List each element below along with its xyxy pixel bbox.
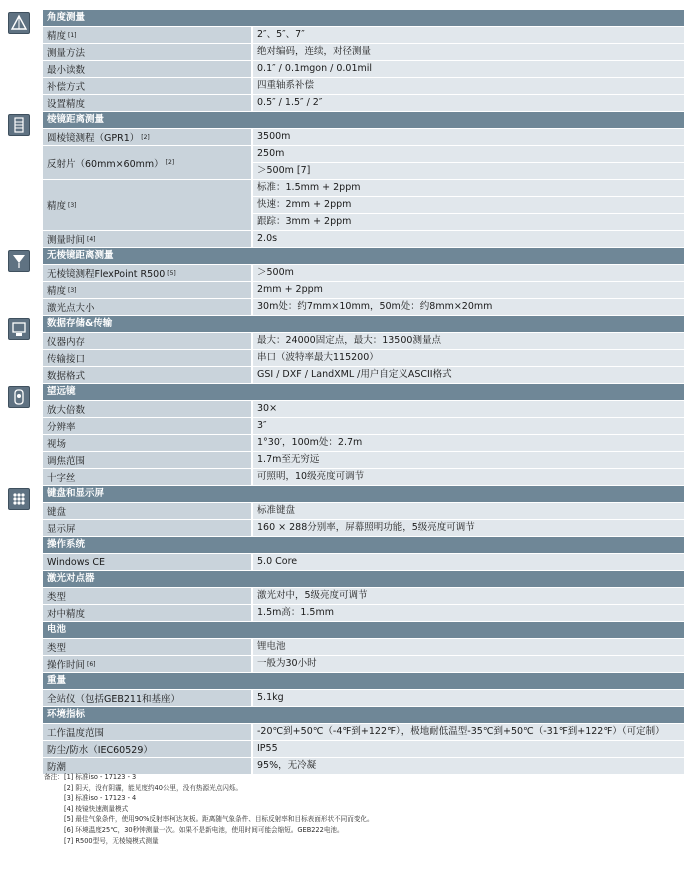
data-storage-icon: [8, 318, 30, 340]
footnote-text: [2] 阴天，没有阴霾，能见度约40公里，没有热源光点闪烁。: [64, 783, 243, 792]
spec-value: 5.1kg: [253, 690, 684, 706]
spec-value: 可照明，10级亮度可调节: [253, 469, 684, 485]
spec-label-text: 测量时间: [47, 235, 86, 246]
spec-value: 160 × 288分别率，屏幕照明功能，5级亮度可调节: [253, 520, 684, 536]
spec-table: [43, 10, 684, 775]
spec-label: [43, 435, 253, 451]
spec-label: [43, 180, 253, 230]
spec-row: [43, 401, 684, 418]
spec-value: 激光对中，5级亮度可调节: [253, 588, 684, 604]
spec-values: [253, 605, 684, 621]
section-header: 环境指标: [43, 707, 684, 724]
spec-label: [43, 333, 253, 349]
spec-label-text: 设置精度: [47, 99, 86, 110]
prism-icon: [8, 114, 30, 136]
spec-value: 0.1″ / 0.1mgon / 0.01mil: [253, 61, 684, 77]
spec-values: [253, 350, 684, 366]
notes-prefix: 备注：: [44, 773, 64, 781]
spec-label-text: 无棱镜测程FlexPoint R500: [47, 269, 166, 280]
spec-values: [253, 741, 684, 757]
spec-value: 95%，无冷凝: [253, 758, 684, 774]
footnote-text: [7] R500型号，无棱镜模式测量: [64, 836, 159, 845]
spec-label: [43, 61, 253, 77]
spec-label-text: 数据格式: [47, 371, 86, 382]
spec-values: [253, 588, 684, 604]
spec-label-text: 精度: [47, 31, 67, 42]
footnote-line: [44, 814, 374, 825]
section-header: 棱镜距离测量: [43, 112, 684, 129]
spec-value: 绝对编码，连续，对径测量: [253, 44, 684, 60]
spec-values: [253, 367, 684, 383]
spec-label: [43, 605, 253, 621]
spec-row: [43, 231, 684, 248]
spec-label: [43, 27, 253, 43]
laser-beam-icon: [8, 250, 30, 272]
spec-label: [43, 418, 253, 434]
section-header: 望远镜: [43, 384, 684, 401]
footnote-ref: [2]: [165, 159, 175, 166]
spec-values: [253, 435, 684, 451]
spec-label-text: 防尘/防水（IEC60529）: [47, 745, 153, 756]
spec-label-text: Windows CE: [47, 556, 106, 568]
footnote-ref: [2]: [141, 133, 150, 141]
spec-values: [253, 44, 684, 60]
section-header: 键盘和显示屏: [43, 486, 684, 503]
spec-row: [43, 282, 684, 299]
spec-label: [43, 401, 253, 417]
spec-label-text: 最小读数: [47, 65, 86, 76]
spec-value: 3″: [253, 418, 684, 434]
spec-section: [43, 112, 684, 248]
section-header: 无棱镜距离测量: [43, 248, 684, 265]
spec-label: [43, 265, 253, 281]
footnotes: [44, 772, 374, 846]
spec-value: -20℃到+50℃（-4℉到+122℉），极地耐低温型-35℃到+50℃（-31℉到+122℉）（可定制）: [253, 724, 684, 740]
spec-values: [253, 656, 684, 672]
spec-section: [43, 384, 684, 486]
spec-label: [43, 503, 253, 519]
spec-section: [43, 316, 684, 384]
spec-row: [43, 418, 684, 435]
spec-label: [43, 639, 253, 655]
section-header: 操作系统: [43, 537, 684, 554]
spec-label-text: 防潮: [47, 762, 67, 773]
spec-section: [43, 707, 684, 775]
spec-label: [43, 146, 253, 179]
spec-values: [253, 639, 684, 655]
spec-row: [43, 265, 684, 282]
spec-row: [43, 588, 684, 605]
spec-values: [253, 690, 684, 706]
spec-row: [43, 554, 684, 571]
spec-label: [43, 452, 253, 468]
spec-values: [253, 418, 684, 434]
keypad-icon: [8, 488, 30, 510]
spec-row: [43, 452, 684, 469]
footnote-text: [6] 环境温度25℃，30秒钟测量一次。如果不是新电池，使用时间可能会缩短。GEB222电池。: [64, 825, 344, 834]
survey-instrument-icon: [8, 12, 30, 34]
spec-section: [43, 571, 684, 622]
telescope-icon: [8, 386, 30, 408]
footnote-text: [1] 标准iso - 17123 - 3: [64, 773, 137, 781]
spec-label: [43, 129, 253, 145]
spec-values: [253, 27, 684, 43]
spec-label: [43, 554, 253, 570]
section-header: 电池: [43, 622, 684, 639]
spec-values: [253, 503, 684, 519]
spec-row: [43, 656, 684, 673]
spec-value: 3500m: [253, 129, 684, 145]
spec-label: [43, 44, 253, 60]
spec-row: [43, 367, 684, 384]
spec-row: [43, 78, 684, 95]
spec-values: [253, 95, 684, 111]
spec-value: 标准：1.5mm + 2ppm: [253, 180, 684, 197]
spec-row: [43, 146, 684, 180]
spec-value: 0.5″ / 1.5″ / 2″: [253, 95, 684, 111]
spec-values: [253, 554, 684, 570]
spec-label-text: 键盘: [47, 507, 67, 518]
footnote-ref: [4]: [87, 235, 96, 243]
spec-row: [43, 95, 684, 112]
spec-label: [43, 350, 253, 366]
spec-label: [43, 469, 253, 485]
spec-value: 1.7m至无穷远: [253, 452, 684, 468]
spec-row: [43, 299, 684, 316]
spec-values: [253, 282, 684, 298]
spec-section: [43, 673, 684, 707]
footnote-ref: [6]: [87, 660, 96, 668]
spec-values: [253, 61, 684, 77]
spec-value: 30m处：约7mm×10mm，50m处：约8mm×20mm: [253, 299, 684, 315]
spec-value: 2mm + 2ppm: [253, 282, 684, 298]
spec-row: [43, 180, 684, 231]
spec-section: [43, 10, 684, 112]
spec-value: ＞500m: [253, 265, 684, 281]
footnote-text: [3] 标准iso - 17123 - 4: [64, 794, 137, 803]
spec-label: [43, 282, 253, 298]
spec-row: [43, 350, 684, 367]
footnote-ref: [1]: [68, 31, 77, 39]
spec-label-text: 反射片（60mm×60mm）: [47, 158, 164, 170]
spec-label-text: 类型: [47, 643, 67, 654]
spec-values: [253, 146, 684, 179]
spec-row: [43, 333, 684, 350]
spec-label: [43, 367, 253, 383]
spec-label-text: 激光点大小: [47, 303, 95, 314]
spec-label-text: 十字丝: [47, 473, 76, 484]
spec-value: 快速：2mm + 2ppm: [253, 197, 684, 214]
spec-label-text: 精度: [47, 201, 67, 212]
spec-row: [43, 435, 684, 452]
spec-values: [253, 333, 684, 349]
spec-row: [43, 605, 684, 622]
spec-value: 标准键盘: [253, 503, 684, 519]
spec-label: [43, 741, 253, 757]
spec-values: [253, 129, 684, 145]
footnote-line: [44, 825, 374, 836]
spec-values: [253, 299, 684, 315]
footnote-ref: [3]: [68, 201, 77, 209]
footnote-line: [44, 836, 374, 847]
spec-row: [43, 503, 684, 520]
spec-row: [43, 27, 684, 44]
spec-label-text: 仪器内存: [47, 337, 86, 348]
spec-label: [43, 588, 253, 604]
spec-section: [43, 248, 684, 316]
footnote-line: [44, 804, 374, 815]
spec-value: 串口（波特率最大115200）: [253, 350, 684, 366]
spec-values: [253, 520, 684, 536]
spec-values: [253, 231, 684, 247]
spec-section: [43, 537, 684, 571]
footnote-line: [44, 793, 374, 804]
spec-label-text: 放大倍数: [47, 405, 86, 416]
spec-row: [43, 44, 684, 61]
spec-value: IP55: [253, 741, 684, 757]
spec-label-text: 测量方法: [47, 48, 86, 59]
footnote-text: [5] 最佳气象条件，使用90%反射率柯达灰板。距离随气象条件、目标反射率和目标表面形状不同而变化。: [64, 815, 374, 824]
spec-label: [43, 78, 253, 94]
spec-label: [43, 231, 253, 247]
spec-values: [253, 724, 684, 740]
spec-label: [43, 690, 253, 706]
spec-label-text: 全站仪（包括GEB211和基座）: [47, 694, 181, 705]
spec-value: 2″、5″、7″: [253, 27, 684, 43]
spec-value: 一般为30小时: [253, 656, 684, 672]
spec-row: [43, 469, 684, 486]
spec-values: [253, 78, 684, 94]
spec-values: [253, 401, 684, 417]
spec-section: [43, 486, 684, 537]
spec-section: [43, 622, 684, 673]
spec-label-text: 调焦范围: [47, 456, 86, 467]
spec-label-text: 圆棱镜测程（GPR1）: [47, 133, 140, 144]
spec-label-text: 类型: [47, 592, 67, 603]
footnote-text: [4] 棱镜快速测量模式: [64, 804, 129, 813]
spec-value: 30×: [253, 401, 684, 417]
spec-label-text: 补偿方式: [47, 82, 86, 93]
spec-row: [43, 61, 684, 78]
spec-row: [43, 741, 684, 758]
spec-label-text: 对中精度: [47, 609, 86, 620]
spec-label: [43, 299, 253, 315]
section-header: 激光对点器: [43, 571, 684, 588]
spec-label-text: 精度: [47, 286, 67, 297]
spec-label-text: 视场: [47, 439, 67, 450]
spec-values: [253, 180, 684, 230]
spec-value: ＞500m [7]: [253, 163, 684, 179]
spec-value: 1.5m高：1.5mm: [253, 605, 684, 621]
footnote-line: [44, 772, 374, 783]
spec-label: [43, 95, 253, 111]
spec-label: [43, 724, 253, 740]
spec-value: 最大：24000固定点，最大：13500测量点: [253, 333, 684, 349]
spec-value: 四重轴系补偿: [253, 78, 684, 94]
section-header: 重量: [43, 673, 684, 690]
spec-value: 锂电池: [253, 639, 684, 655]
footnote-ref: [5]: [167, 269, 176, 277]
spec-value: 2.0s: [253, 231, 684, 247]
footnote-line: [44, 783, 374, 794]
spec-row: [43, 639, 684, 656]
spec-value: 250m: [253, 146, 684, 163]
spec-label-text: 分辨率: [47, 422, 76, 433]
spec-row: [43, 724, 684, 741]
spec-values: [253, 469, 684, 485]
spec-label-text: 显示屏: [47, 524, 76, 535]
spec-value: GSI / DXF / LandXML /用户自定义ASCII格式: [253, 367, 684, 383]
spec-values: [253, 452, 684, 468]
spec-value: 1°30′，100m处：2.7m: [253, 435, 684, 451]
section-header: 角度测量: [43, 10, 684, 27]
spec-label: [43, 520, 253, 536]
spec-values: [253, 265, 684, 281]
spec-row: [43, 520, 684, 537]
spec-label-text: 工作温度范围: [47, 728, 105, 739]
spec-label-text: 操作时间: [47, 660, 86, 671]
spec-label: [43, 656, 253, 672]
section-header: 数据存储&传输: [43, 316, 684, 333]
spec-row: [43, 690, 684, 707]
spec-value: 5.0 Core: [253, 554, 684, 570]
spec-row: [43, 129, 684, 146]
spec-label-text: 传输接口: [47, 354, 86, 365]
footnote-ref: [3]: [68, 286, 77, 294]
spec-value: 跟踪：3mm + 2ppm: [253, 214, 684, 230]
